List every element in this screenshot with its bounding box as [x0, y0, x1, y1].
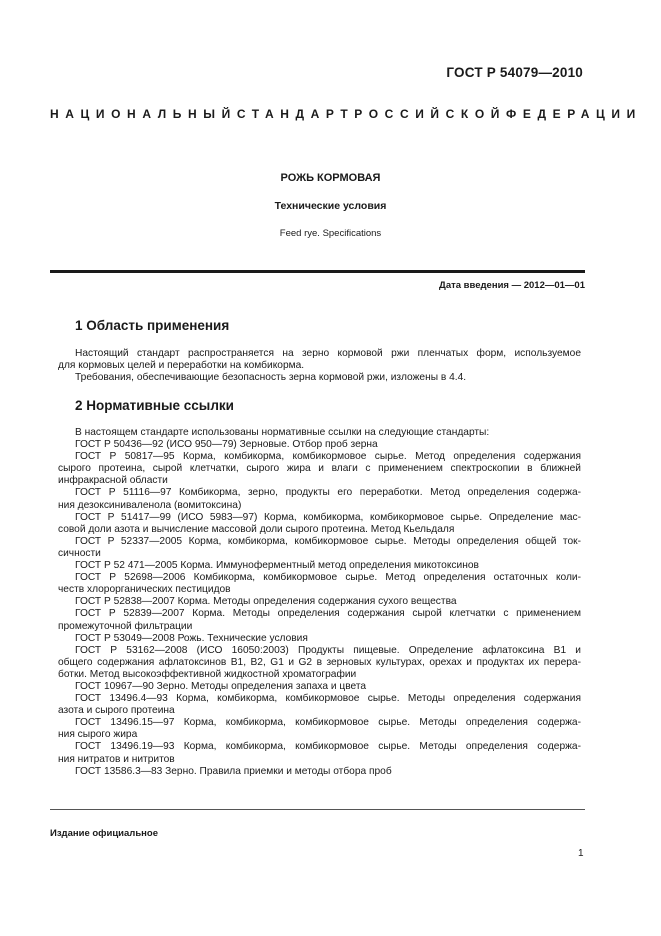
footer-divider: [50, 809, 585, 810]
text-line: честв хлорорганических пестицидов: [58, 584, 231, 596]
text-line: ГОСТ Р 50436—92 (ИСО 950—79) Зерновые. Отбор проб зерна: [75, 439, 378, 451]
text-line: ГОСТ 13496.15—97 Корма, комбикорма, комбикормовое сырье. Методы определения содержа-: [75, 717, 581, 729]
text-line: промежуточной фильтрации: [58, 620, 193, 632]
text-line: ГОСТ Р 53162—2008 (ИСО 16050:2003) Продукты пищевые. Определение афлатоксина В1 и: [75, 644, 581, 656]
banner-word: СТАНДАРТ: [236, 107, 355, 121]
text-line: ГОСТ Р 53049—2008 Рожь. Технические условия: [75, 632, 308, 644]
text-line: ГОСТ 13496.4—93 Корма, комбикорма, комбикормовое сырье. Методы определения содержания: [75, 693, 581, 705]
text-line: ГОСТ 10967—90 Зерно. Методы определения запаха и цвета: [75, 680, 367, 692]
text-line: азота и сырого протеина: [58, 705, 175, 717]
english-title: Feed rye. Specifications: [279, 228, 382, 239]
document-title: РОЖЬ КОРМОВАЯ: [280, 172, 381, 184]
text-line: ГОСТ 13496.19—93 Корма, комбикорма, комбикормовое сырье. Методы определения содержа-: [75, 741, 581, 753]
text-line: сырого протеина, сырой клетчатки, сырого жира и влаги с применением спектроскопии в ближней: [58, 463, 581, 475]
text-line: ГОСТ Р 51116—97 Комбикорма, зерно, продукты его переработки. Метод определения содержа-: [75, 487, 581, 499]
text-line: В настоящем стандарте использованы нормативные ссылки на следующие стандарты:: [75, 427, 490, 438]
text-line: ГОСТ 13586.3—83 Зерно. Правила приемки и методы отбора проб: [75, 765, 392, 777]
text-line: Требования, обеспечивающие безопасность зерна кормовой ржи, изложены в 4.4.: [75, 372, 467, 384]
text-line: ботки. Метод высокоэффективной жидкостной хроматографии: [58, 668, 357, 680]
official-edition-label: Издание официальное: [50, 828, 158, 839]
text-line: ГОСТ Р 50817—95 Корма, комбикорма, комбикормовое сырье. Метод определения содержания: [75, 451, 581, 463]
introduction-date: Дата введения — 2012—01—01: [439, 280, 585, 291]
standard-banner: [50, 107, 642, 121]
text-line: общего содержания афлатоксинов В1, В2, G1 и G2 в зерновых культурах, орехах и продуктах их перера-: [58, 656, 581, 668]
document-subtitle: Технические условия: [274, 200, 387, 212]
section-1-body: [58, 348, 581, 384]
text-line: ГОСТ Р 52838—2007 Корма. Методы определения содержания сухого вещества: [75, 596, 457, 608]
text-line: ГОСТ Р 52337—2005 Корма, комбикорма, комбикормовое сырье. Методы определения общей ток-: [75, 535, 581, 547]
text-line: для кормовых целей и переработки на комбикорма.: [58, 360, 305, 372]
text-line: сичности: [58, 547, 101, 559]
banner-word: РОССИЙСКОЙ: [354, 107, 507, 121]
text-line: ГОСТ Р 52 471—2005 Корма. Иммуноферментный метод определения микотоксинов: [75, 560, 479, 572]
section-2-heading: 2 Нормативные ссылки: [75, 398, 234, 413]
section-1-heading: 1 Область применения: [75, 318, 230, 333]
section-2-body: [58, 427, 581, 778]
text-line: ГОСТ Р 52839—2007 Корма. Методы определения содержания сырой клетчатки с применением: [75, 608, 581, 620]
text-line: ния дезоксиниваленола (вомитоксина): [58, 499, 242, 511]
text-line: Настоящий стандарт распространяется на зерно кормовой ржи пленчатых форм, используемое: [75, 348, 581, 359]
text-line: ния нитратов и нитритов: [58, 753, 175, 765]
text-line: ГОСТ Р 52698—2006 Комбикорма, комбикормовое сырье. Метод определения остаточных коли-: [75, 572, 581, 584]
text-line: ГОСТ Р 51417—99 (ИСО 5983—97) Корма, комбикорма, комбикормовое сырье. Определение мас-: [75, 511, 581, 523]
document-code: ГОСТ Р 54079—2010: [446, 65, 583, 80]
text-line: инфракрасной области: [58, 475, 168, 487]
text-line: ния сырого жира: [58, 729, 138, 741]
page-number: 1: [578, 848, 584, 859]
banner-word: НАЦИОНАЛЬНЫЙ: [50, 107, 237, 121]
banner-word: ФЕДЕРАЦИИ: [506, 107, 642, 121]
header-divider: [50, 270, 585, 273]
text-line: совой доли азота и вычисление массовой доли сырого протеина. Метод Кьельдаля: [58, 523, 455, 535]
